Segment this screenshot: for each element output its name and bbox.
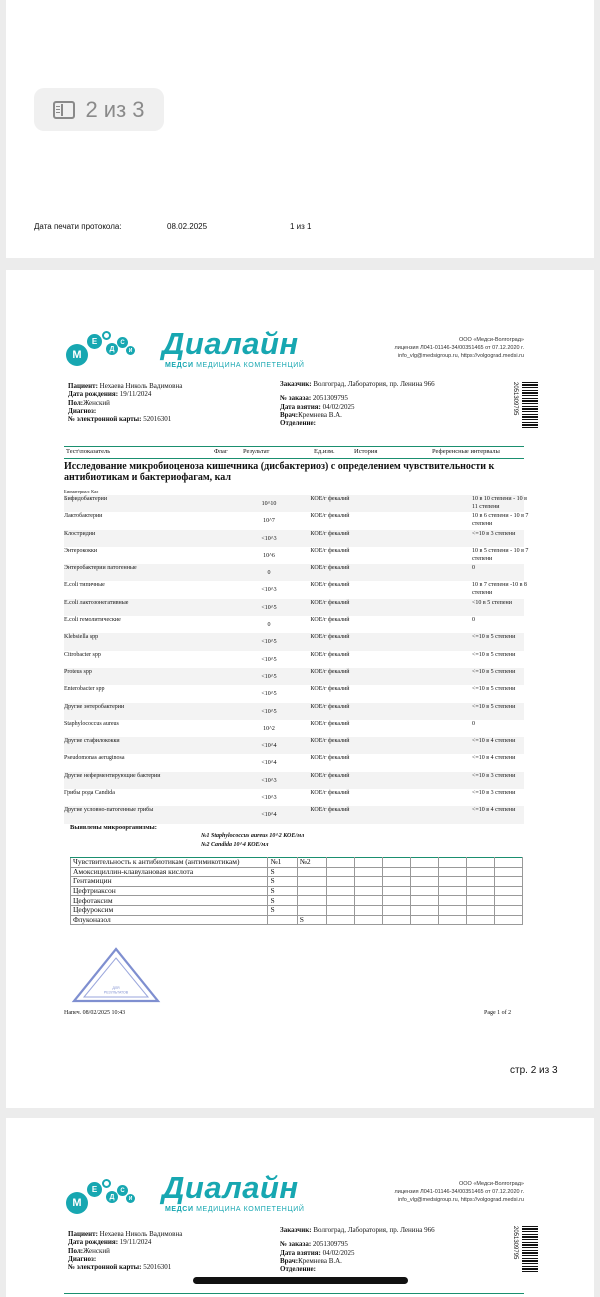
results-table-header: Тест\показатель Флаг Результат Ед.изм. История Референсные интервалы	[64, 446, 524, 459]
empty-cell	[494, 877, 522, 887]
result-unit: КОЕ/г фекалий	[310, 772, 350, 779]
antibiotic-name: Цефуроксим	[71, 905, 268, 915]
empty-cell	[410, 867, 438, 877]
logo-ring	[102, 331, 111, 340]
result-unit: КОЕ/г фекалий	[310, 513, 350, 520]
brand-tagline: МЕДСИ МЕДИЦИНА КОМПЕТЕНЦИЙ	[165, 362, 305, 369]
empty-cell	[494, 915, 522, 925]
result-ref: <=10 в 3 степени	[472, 772, 516, 779]
empty-cell	[354, 915, 382, 925]
empty-cell	[410, 905, 438, 915]
result-name: Энтерококки	[64, 547, 98, 554]
empty-cell	[326, 877, 354, 887]
antibiotic-name: Флуконазол	[71, 915, 268, 925]
empty-cell	[438, 905, 466, 915]
result-row	[64, 668, 524, 685]
page-indicator[interactable]	[34, 88, 164, 131]
result-name: Грибы рода Candida	[64, 790, 115, 797]
result-ref: <=10 в 5 степени	[472, 651, 516, 658]
empty-cell	[494, 886, 522, 896]
result-name: Другие неферментирующие бактерии	[64, 772, 161, 779]
result-ref: 10 в 5 степени - 10 в 7 степени	[472, 547, 529, 562]
result-row	[64, 772, 524, 789]
empty-cell	[382, 915, 410, 925]
empty-cell	[410, 886, 438, 896]
empty-cell	[438, 896, 466, 906]
result-row	[64, 685, 524, 702]
result-value: 0	[267, 570, 271, 577]
result-row	[64, 495, 527, 512]
result-unit: КОЕ/г фекалий	[310, 668, 350, 675]
antibiotic-table	[70, 857, 523, 925]
result-name: Лактобактерии	[64, 513, 103, 520]
result-ref: <=10 в 3 степени	[472, 790, 516, 797]
empty-cell	[382, 896, 410, 906]
brand-name: Диалайн	[162, 326, 299, 361]
sensitivity-2	[297, 867, 326, 877]
empty-cell	[494, 858, 522, 868]
antibiotic-header-cell: №2	[297, 858, 326, 868]
result-value: 10^6	[263, 552, 275, 559]
empty-cell	[326, 858, 354, 868]
document-page-3	[6, 1118, 594, 1297]
order-info: Заказчик: Волгоград, Лаборатория, пр. Ленина 966 № заказа: 2051309795 Дата взятия: 04/02/2025 Врач:Кремнева В.А. Отделение:	[280, 380, 435, 428]
result-unit: КОЕ/г фекалий	[310, 720, 350, 727]
result-name: Pseudomonas aeruginosa	[64, 755, 125, 762]
result-value: 0	[267, 622, 271, 629]
result-ref: <=10 в 4 степени	[472, 738, 516, 745]
sensitivity-2	[297, 896, 326, 906]
patient-sex: Женский	[83, 398, 110, 407]
page-indicator-text: 2 из 3	[85, 96, 145, 122]
barcode	[522, 382, 538, 428]
result-row	[64, 651, 524, 668]
antibiotic-name: Цефотаксим	[71, 896, 268, 906]
sensitivity-1: S	[268, 877, 297, 887]
result-unit: КОЕ/г фекалий	[310, 565, 350, 572]
result-value: <10^5	[261, 673, 277, 680]
antibiotic-row	[71, 905, 523, 915]
order-number: 2051309795	[312, 394, 348, 403]
patient-info-p3: Пациент: Нехаева Николь Вадимовна Дата рождения: 19/11/2024 Пол:Женский Диагноз: № электронной карты: 52016301	[68, 1230, 183, 1272]
result-unit: КОЕ/г фекалий	[310, 617, 350, 624]
result-ref: 10 в 7 степени -10 в 8 степени	[472, 582, 527, 597]
result-value: <10^3	[261, 535, 277, 542]
result-ref: <10 в 5 степени	[472, 599, 512, 606]
empty-cell	[494, 896, 522, 906]
result-value: <10^4	[261, 812, 277, 819]
result-unit: КОЕ/г фекалий	[310, 790, 350, 797]
empty-cell	[354, 858, 382, 868]
empty-cell	[466, 905, 494, 915]
result-value: <10^5	[261, 604, 277, 611]
empty-cell	[326, 915, 354, 925]
table-rule-p3	[64, 1293, 524, 1294]
medsi-logo-p3: М Е Д С И	[66, 1176, 146, 1216]
result-unit: КОЕ/г фекалий	[310, 599, 350, 606]
result-unit: КОЕ/г фекалий	[310, 703, 350, 710]
empty-cell	[438, 858, 466, 868]
empty-cell	[438, 867, 466, 877]
result-unit: КОЕ/г фекалий	[310, 651, 350, 658]
result-row	[64, 581, 527, 598]
result-value: 10^2	[263, 725, 275, 732]
result-ref: <=10 в 5 степени	[472, 634, 516, 641]
result-ref: <=10 в 5 степени	[472, 668, 516, 675]
empty-cell	[410, 896, 438, 906]
antibiotic-name: Амоксициллин-клавулановая кислота	[71, 867, 268, 877]
empty-cell	[494, 867, 522, 877]
result-value: 10^7	[263, 518, 275, 525]
empty-cell	[466, 915, 494, 925]
result-ref: <=10 в 5 степени	[472, 703, 516, 710]
found-item-2: №2 Candida 10^4 КОЕ/мл	[201, 842, 269, 848]
result-row	[64, 512, 529, 529]
logo-dot-i: И	[126, 346, 135, 355]
result-name: Другие энтеробактерии	[64, 703, 125, 710]
patient-name: Нехаева Николь Вадимовна	[99, 382, 183, 390]
stamp-image	[70, 945, 162, 1005]
result-row	[64, 737, 524, 754]
logo-dot-m: М	[66, 344, 88, 366]
antibiotic-row	[71, 867, 523, 877]
barcode-number: 2051309795	[512, 382, 518, 416]
antibiotic-name: Цефтриаксон	[71, 886, 268, 896]
result-value: <10^4	[261, 760, 277, 767]
empty-cell	[466, 858, 494, 868]
result-row	[64, 530, 524, 547]
found-label: Выявлены микроорганизмы:	[70, 824, 157, 831]
stamp-text-2: РЕЗУЛЬТАТОВ	[103, 990, 129, 995]
empty-cell	[438, 915, 466, 925]
antibiotic-row	[71, 877, 523, 887]
document-page-1	[6, 0, 594, 258]
print-date-label: Дата печати протокола:	[34, 222, 122, 231]
result-row	[64, 633, 524, 650]
result-value: <10^4	[261, 743, 277, 750]
result-ref: <=10 в 4 степени	[472, 755, 516, 762]
result-unit: КОЕ/г фекалий	[310, 686, 350, 693]
study-title: Исследование микробиоценоза кишечника (дисбактериоз) с определением чувствительности к антибиотикам и бактериофагам, кал	[64, 461, 495, 483]
result-row	[64, 547, 529, 564]
result-unit: КОЕ/г фекалий	[310, 738, 350, 745]
sensitivity-1: S	[268, 896, 297, 906]
print-date: 08.02.2025	[167, 222, 208, 231]
result-value: <10^5	[261, 708, 277, 715]
sensitivity-2: S	[297, 915, 326, 925]
result-row	[64, 754, 524, 771]
empty-cell	[326, 905, 354, 915]
result-ref: 0	[472, 565, 475, 572]
empty-cell	[354, 896, 382, 906]
patient-dob: 19/11/2024	[119, 390, 152, 399]
antibiotic-row	[71, 915, 523, 925]
document-page-2	[6, 270, 594, 1108]
sensitivity-1: S	[268, 886, 297, 896]
result-ref: 10 в 6 степени - 10 в 7 степени	[472, 513, 529, 528]
result-name: E.coli лактозонегативные	[64, 599, 129, 606]
empty-cell	[382, 886, 410, 896]
antibiotic-header-row	[71, 858, 523, 868]
order-info-p3: Заказчик: Волгоград, Лаборатория, пр. Ленина 966 № заказа: 2051309795 Дата взятия: 04/02/2025 Врач:Кремнева В.А. Отделение:	[280, 1226, 435, 1274]
empty-cell	[354, 886, 382, 896]
result-name: Бифидобактерии	[64, 496, 108, 502]
empty-cell	[466, 867, 494, 877]
result-unit: КОЕ/г фекалий	[310, 496, 350, 502]
empty-cell	[410, 858, 438, 868]
result-ref: <=10 в 4 степени	[472, 807, 516, 814]
results-rows	[64, 495, 529, 824]
empty-cell	[466, 877, 494, 887]
result-ref: <=10 в 3 степени	[472, 530, 516, 537]
sensitivity-2	[297, 886, 326, 896]
empty-cell	[466, 886, 494, 896]
antibiotic-header-cell: №1	[268, 858, 297, 868]
result-name: Другие стафилококки	[64, 738, 120, 745]
logo-dot-s: С	[117, 337, 128, 348]
result-ref: <=10 в 5 степени	[472, 686, 516, 693]
result-ref: 0	[472, 617, 475, 624]
empty-cell	[438, 886, 466, 896]
result-name: Citrobacter spp	[64, 651, 101, 658]
empty-cell	[410, 915, 438, 925]
sensitivity-2	[297, 877, 326, 887]
result-value: <10^5	[261, 656, 277, 663]
result-name: Энтеробактерии патогенные	[64, 565, 137, 572]
home-indicator[interactable]	[193, 1277, 408, 1284]
sensitivity-1	[268, 915, 297, 925]
sensitivity-1: S	[268, 905, 297, 915]
brand-name-p3: Диалайн	[162, 1170, 299, 1205]
empty-cell	[326, 896, 354, 906]
result-value: <10^3	[261, 795, 277, 802]
empty-cell	[326, 886, 354, 896]
empty-cell	[354, 877, 382, 887]
medsi-logo	[66, 328, 146, 368]
empty-cell	[382, 905, 410, 915]
result-value: 10^10	[261, 501, 277, 507]
antibiotic-header-cell: Чувствительность к антибиотикам (антимикотикам)	[71, 858, 268, 868]
result-unit: КОЕ/г фекалий	[310, 634, 350, 641]
empty-cell	[410, 877, 438, 887]
printed-footer: Напеч. 08/02/2025 10:43	[64, 1010, 126, 1016]
result-row	[64, 806, 524, 823]
result-row	[64, 720, 524, 737]
result-row	[64, 564, 524, 581]
result-value: <10^5	[261, 691, 277, 698]
result-name: Staphylococcus aureus	[64, 720, 119, 727]
result-name: Klebsiella spp	[64, 634, 99, 641]
empty-cell	[354, 867, 382, 877]
empty-cell	[494, 905, 522, 915]
found-item-1: №1 Staphylococcus aureus 10^2 КОЕ/мл	[201, 833, 305, 839]
book-icon	[53, 101, 75, 119]
result-unit: КОЕ/г фекалий	[310, 530, 350, 537]
result-row	[64, 616, 524, 633]
empty-cell	[382, 858, 410, 868]
empty-cell	[382, 877, 410, 887]
patient-info: Пациент: Нехаева Николь Вадимовна Дата рождения: 19/11/2024 Пол:Женский Диагноз: № электронной карты: 52016301	[68, 382, 183, 424]
sensitivity-2	[297, 905, 326, 915]
antibiotic-row	[71, 886, 523, 896]
empty-cell	[354, 905, 382, 915]
empty-cell	[382, 867, 410, 877]
antibiotic-name: Гентамицин	[71, 877, 268, 887]
result-name: Клостридии	[64, 530, 96, 537]
result-name: E.coli типичные	[64, 582, 105, 589]
result-name: Proteus spp	[64, 668, 92, 675]
brand-tagline-p3: МЕДСИ МЕДИЦИНА КОМПЕТЕНЦИЙ	[165, 1206, 305, 1213]
page-footer: Page 1 of 2	[484, 1010, 512, 1016]
result-value: <10^5	[261, 639, 277, 646]
patient-card: 52016301	[143, 415, 172, 424]
organization-info-p3: ООО «Медси-Волгоград» лицензия Л041-01146-34/00351465 от 07.12.2020 г. info_vlg@medsigroup.ru, https://volgograd.medsi.ru	[394, 1181, 524, 1203]
page-label: стр. 2 из 3	[510, 1065, 558, 1076]
result-unit: КОЕ/г фекалий	[310, 582, 350, 589]
barcode-number-p3: 2051309795	[512, 1226, 518, 1260]
empty-cell	[438, 877, 466, 887]
result-row	[64, 789, 524, 806]
result-unit: КОЕ/г фекалий	[310, 807, 350, 814]
result-name: Enterobacter spp	[64, 686, 105, 693]
stamp-text-1: ДЛЯ	[112, 986, 120, 990]
result-name: Другие условно-патогенные грибы	[64, 807, 154, 814]
result-name: E.coli гемолитические	[64, 617, 121, 624]
biomaterial: Биоматериал: Кал	[64, 489, 99, 494]
result-value: <10^3	[261, 587, 277, 594]
result-row	[64, 599, 524, 616]
result-value: <10^3	[261, 777, 277, 784]
organization-info: ООО «Медси-Волгоград» лицензия Л041-01146-34/00351465 от 07.12.2020 г. info_vlg@medsigroup.ru, https://volgograd.medsi.ru	[394, 337, 524, 359]
result-unit: КОЕ/г фекалий	[310, 547, 350, 554]
antibiotic-row	[71, 896, 523, 906]
empty-cell	[466, 896, 494, 906]
result-unit: КОЕ/г фекалий	[310, 755, 350, 762]
result-ref: 10 в 10 степени - 10 в 11 степени	[472, 496, 527, 510]
result-ref: 0	[472, 720, 475, 727]
empty-cell	[326, 867, 354, 877]
logo-dot-d: Д	[106, 343, 118, 355]
result-row	[64, 703, 524, 720]
barcode-p3	[522, 1226, 538, 1272]
page1-page-of: 1 из 1	[290, 222, 312, 231]
sensitivity-1: S	[268, 867, 297, 877]
logo-dot-e: Е	[87, 334, 102, 349]
